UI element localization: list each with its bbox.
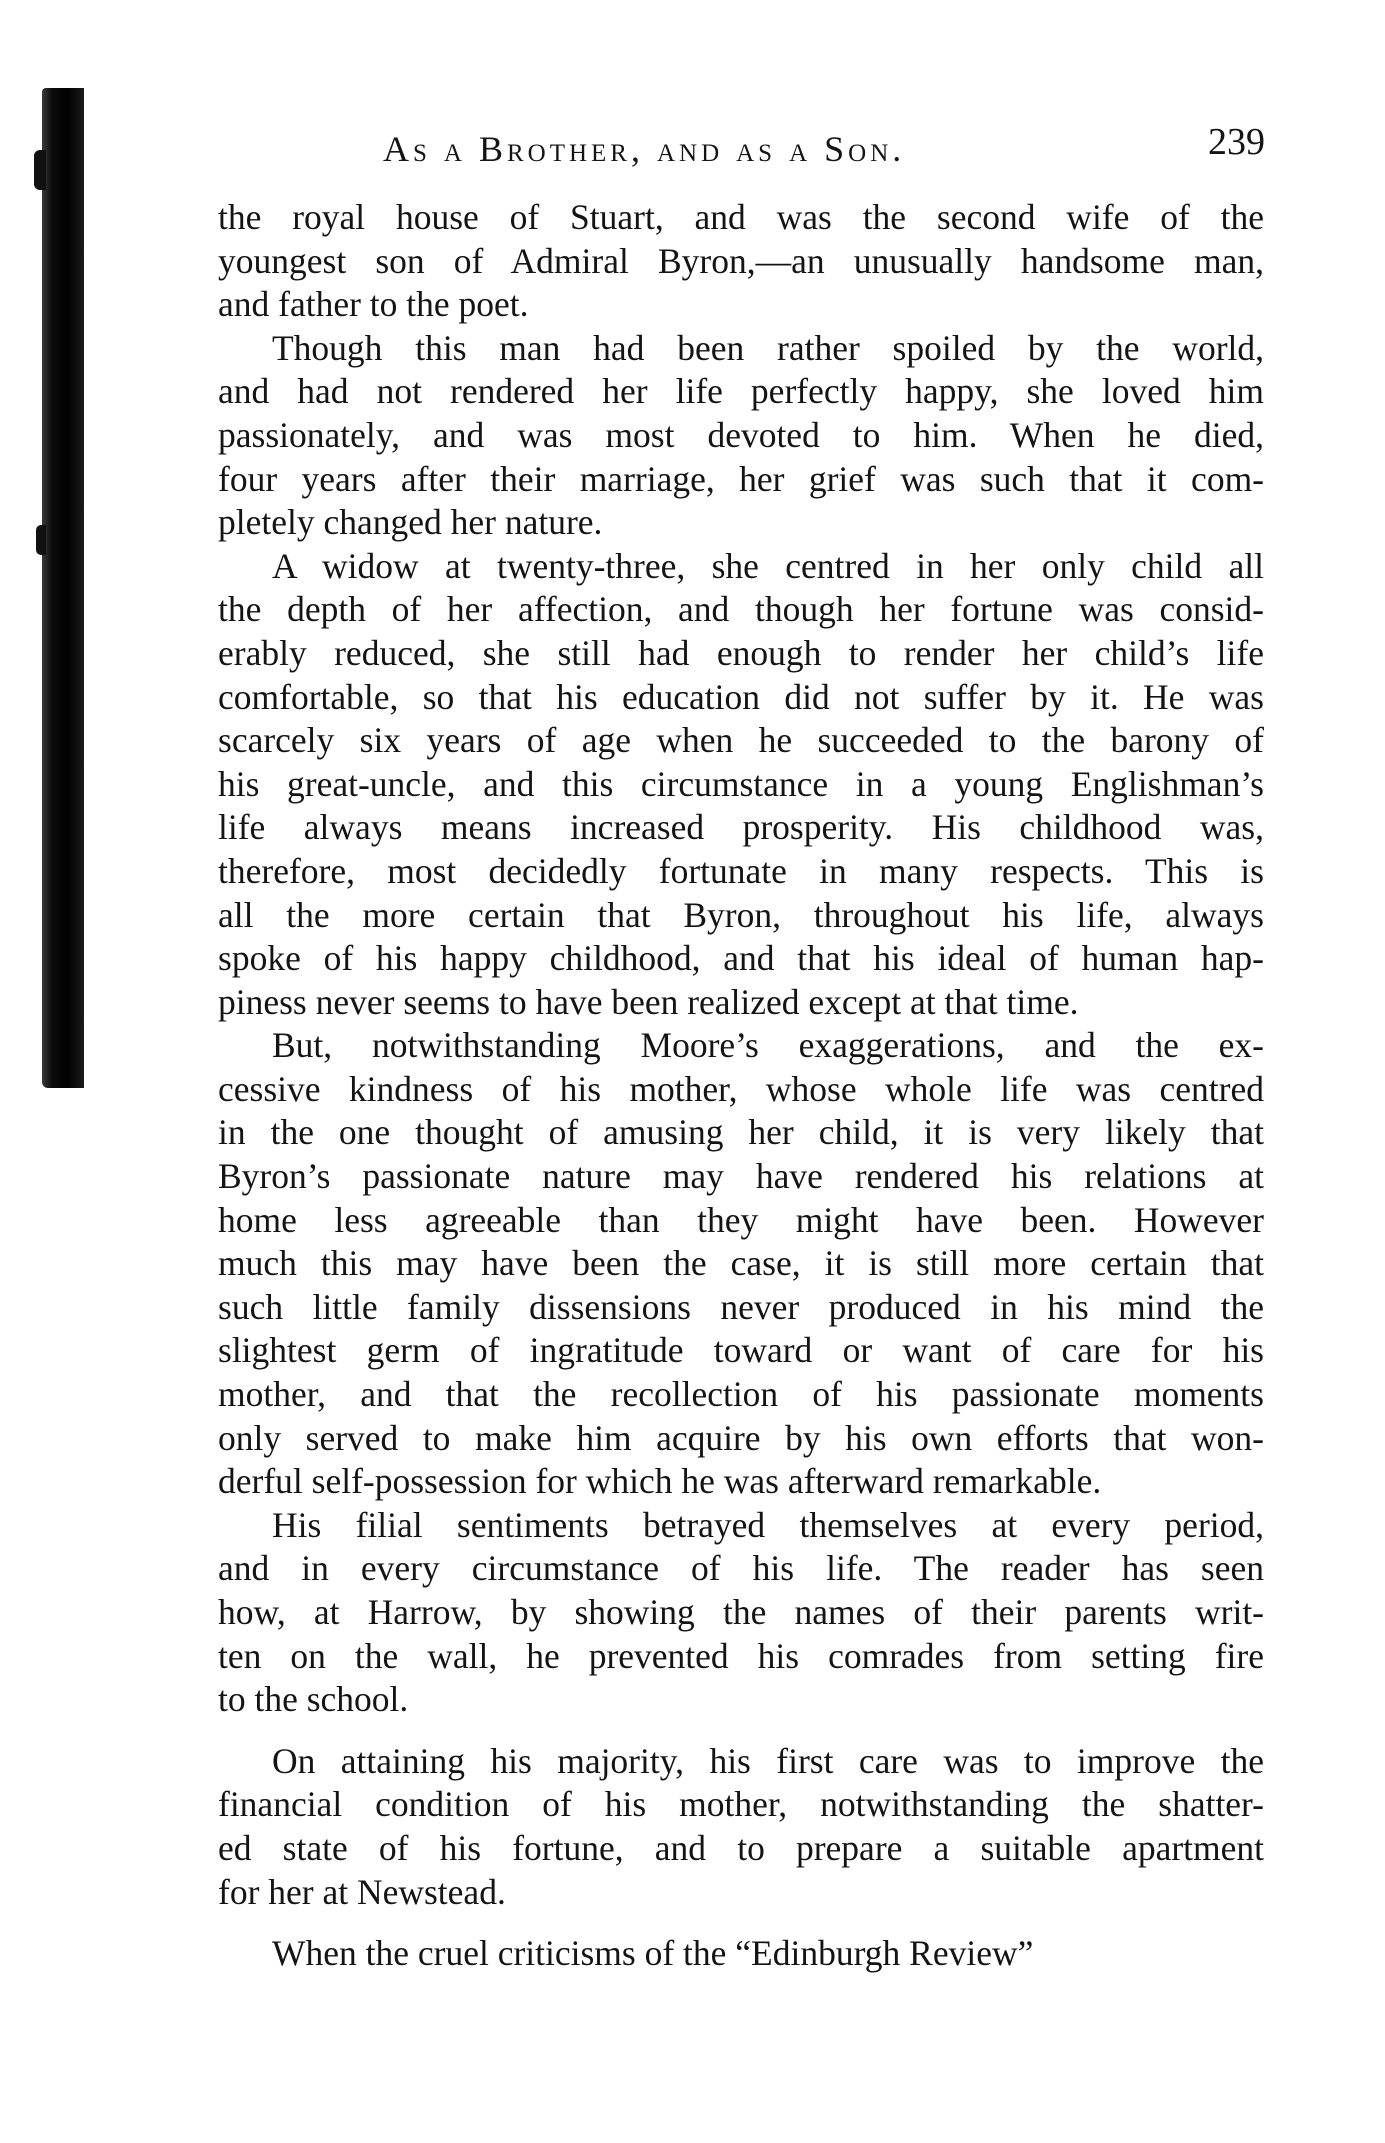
text-line: his great-uncle, and this circumstance in a young Englishman’s xyxy=(218,763,1264,804)
text-line: such little family dissensions never produced in his mind the xyxy=(218,1286,1264,1327)
text-line: But, notwithstanding Moore’s exaggerations, and the ex- xyxy=(272,1025,1264,1066)
text-line: When the cruel criticisms of the “Edinburgh Review” xyxy=(272,1933,1034,1974)
text-line: to the school. xyxy=(218,1679,409,1720)
text-line: life always means increased prosperity. His childhood was, xyxy=(218,807,1264,848)
text-line: and in every circumstance of his life. The reader has seen xyxy=(218,1548,1264,1589)
text-line: and father to the poet. xyxy=(218,284,529,325)
text-line: in the one thought of amusing her child, it is very likely that xyxy=(218,1112,1264,1153)
text-line: Byron’s passionate nature may have rendered his relations at xyxy=(218,1156,1264,1197)
text-line: His filial sentiments betrayed themselves at every period, xyxy=(272,1504,1264,1545)
text-line: therefore, most decidedly fortunate in many respects. This is xyxy=(218,850,1264,891)
text-line: scarcely six years of age when he succeeded to the barony of xyxy=(218,720,1264,761)
text-line: passionately, and was most devoted to him. When he died, xyxy=(218,414,1264,455)
text-line: and had not rendered her life perfectly happy, she loved him xyxy=(218,371,1264,412)
body-text xyxy=(218,196,1264,1976)
text-line: how, at Harrow, by showing the names of their parents writ- xyxy=(218,1592,1264,1632)
page-binding-shadow xyxy=(42,88,84,1088)
text-line: financial condition of his mother, notwithstanding the shatter- xyxy=(218,1784,1264,1825)
text-line: ten on the wall, he prevented his comrades from setting fire xyxy=(218,1635,1264,1676)
text-line: youngest son of Admiral Byron,—an unusually handsome man, xyxy=(218,240,1264,281)
text-line: four years after their marriage, her grief was such that it com- xyxy=(218,458,1264,499)
text-line: derful self-possession for which he was afterward remarkable. xyxy=(218,1461,1102,1502)
text-line: A widow at twenty-three, she centred in her only child all xyxy=(272,545,1264,586)
text-line: the depth of her affection, and though her fortune was consid- xyxy=(218,589,1264,630)
text-line: the royal house of Stuart, and was the second wife of the xyxy=(218,197,1264,237)
text-line: Though this man had been rather spoiled by the world, xyxy=(272,327,1264,368)
text-line: piness never seems to have been realized except at that time. xyxy=(218,981,1079,1022)
text-line: mother, and that the recollection of his passionate moments xyxy=(218,1374,1264,1415)
text-line: comfortable, so that his education did not suffer by it. He was xyxy=(218,676,1264,717)
text-line: pletely changed her nature. xyxy=(218,502,603,543)
text-line: slightest germ of ingratitude toward or want of care for his xyxy=(218,1330,1264,1371)
running-header xyxy=(215,120,1265,180)
text-line: spoke of his happy childhood, and that his ideal of human hap- xyxy=(218,938,1264,979)
text-line: home less agreeable than they might have been. However xyxy=(218,1199,1264,1240)
text-line: erably reduced, she still had enough to render her child’s life xyxy=(218,632,1264,673)
text-line: ed state of his fortune, and to prepare a suitable apartment xyxy=(218,1827,1264,1868)
binding-edge-mark xyxy=(36,525,46,555)
text-line: all the more certain that Byron, throughout his life, always xyxy=(218,894,1264,935)
text-line: for her at Newstead. xyxy=(218,1871,506,1912)
text-line: only served to make him acquire by his own efforts that won- xyxy=(218,1417,1264,1458)
running-title: As a Brother, and as a Son. xyxy=(383,129,906,169)
page-number: 239 xyxy=(1208,121,1265,163)
text-line: cessive kindness of his mother, whose whole life was centred xyxy=(218,1068,1264,1109)
text-line: much this may have been the case, it is still more certain that xyxy=(218,1243,1264,1284)
binding-edge-mark xyxy=(34,150,46,190)
text-line: On attaining his majority, his first care was to improve the xyxy=(272,1740,1264,1781)
